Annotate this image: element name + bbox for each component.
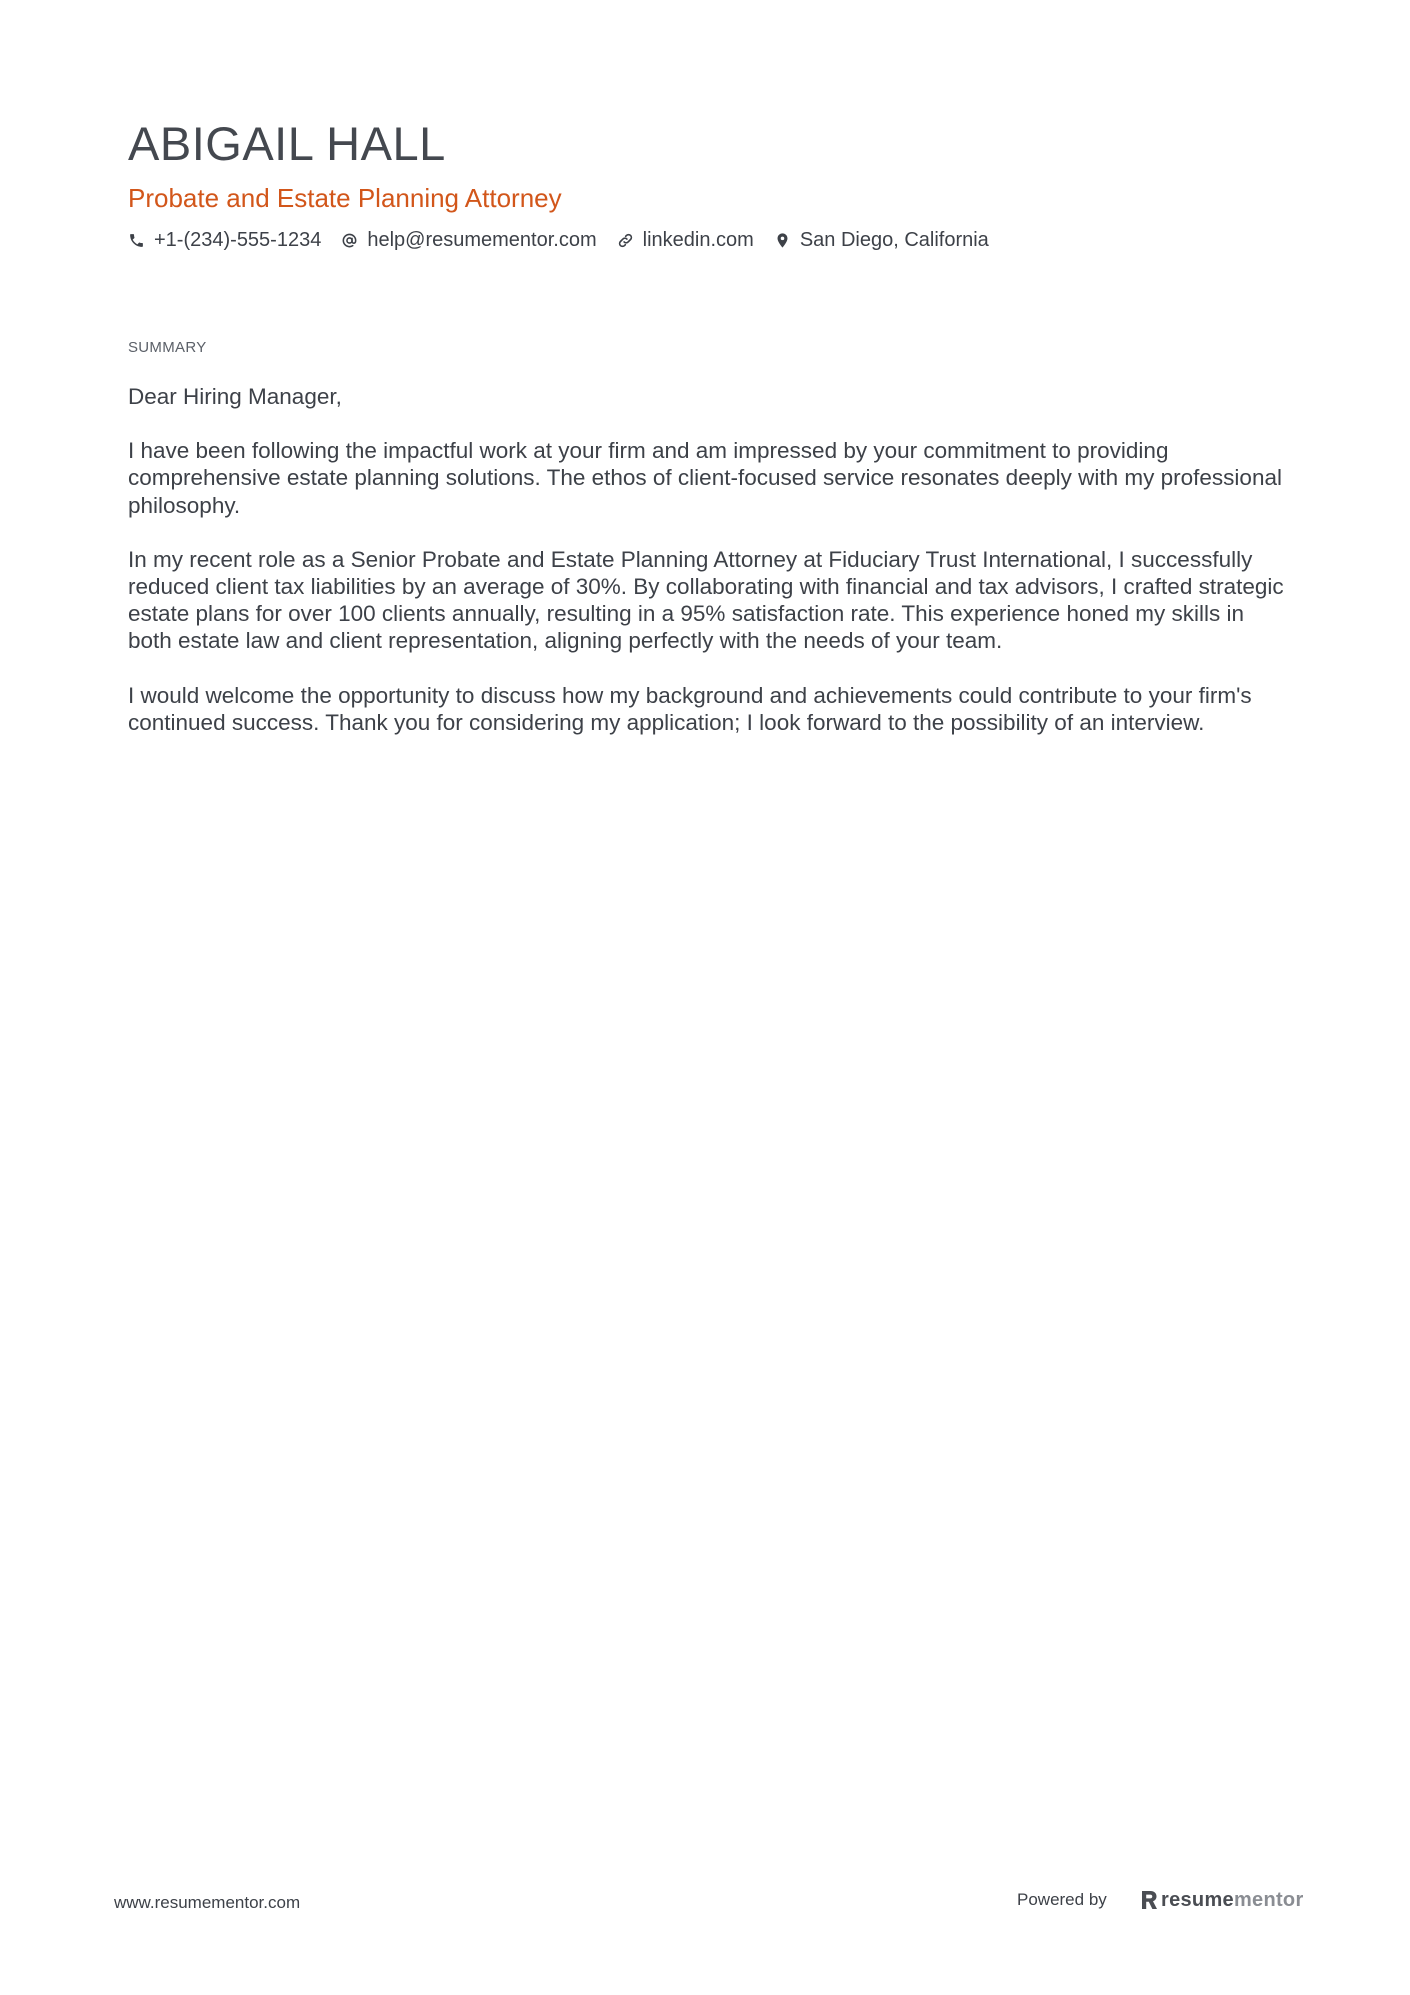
job-title: Probate and Estate Planning Attorney <box>128 183 562 213</box>
candidate-name: ABIGAIL HALL <box>128 117 446 170</box>
cover-letter-body <box>128 383 1288 763</box>
location-pin-icon <box>774 232 791 249</box>
contact-location <box>774 229 989 252</box>
brand-name-part2: mentor <box>1233 1888 1304 1911</box>
contact-email-text: help@resumementor.com <box>367 228 597 251</box>
brand-logo[interactable] <box>1140 1885 1304 1915</box>
letter-paragraph: I would welcome the opportunity to discuss how my background and achievements could contribute to your firm's continued success. Thank you for considering my application; I look forward to the possibility of an interview. <box>128 682 1252 735</box>
resumementor-logo-icon <box>1140 1889 1158 1911</box>
letter-salutation: Dear Hiring Manager, <box>128 384 342 409</box>
powered-by-label: Powered by <box>1017 1890 1107 1909</box>
link-icon <box>617 232 634 249</box>
letter-paragraph: In my recent role as a Senior Probate and Estate Planning Attorney at Fiduciary Trust International, I successfully reduced client tax liabilities by an average of 30%. By collaborating with financial and tax advisors, I crafted strategic estate plans for over 100 clients annually, resulting in a 95% satisfaction rate. This experience honed my skills in both estate law and client representation, aligning perfectly with the needs of your team. <box>128 546 1284 654</box>
contact-linkedin[interactable] <box>617 229 754 252</box>
contact-bar <box>128 226 1009 254</box>
contact-email[interactable] <box>341 229 596 252</box>
contact-phone[interactable] <box>128 229 321 252</box>
contact-phone-text: +1-(234)-555-1234 <box>154 228 322 251</box>
section-heading-summary: SUMMARY <box>128 339 207 356</box>
footer-website-link[interactable]: www.resumementor.com <box>114 1893 301 1912</box>
contact-location-text: San Diego, California <box>799 228 989 251</box>
brand-name-part1: resume <box>1161 1888 1234 1911</box>
phone-icon <box>128 232 145 249</box>
at-icon <box>341 232 358 249</box>
contact-linkedin-text: linkedin.com <box>642 228 754 251</box>
letter-paragraph: I have been following the impactful work at your firm and am impressed by your commitment to providing comprehensive estate planning solutions. The ethos of client-focused service resonates deeply with my professional philosophy. <box>128 438 1282 518</box>
